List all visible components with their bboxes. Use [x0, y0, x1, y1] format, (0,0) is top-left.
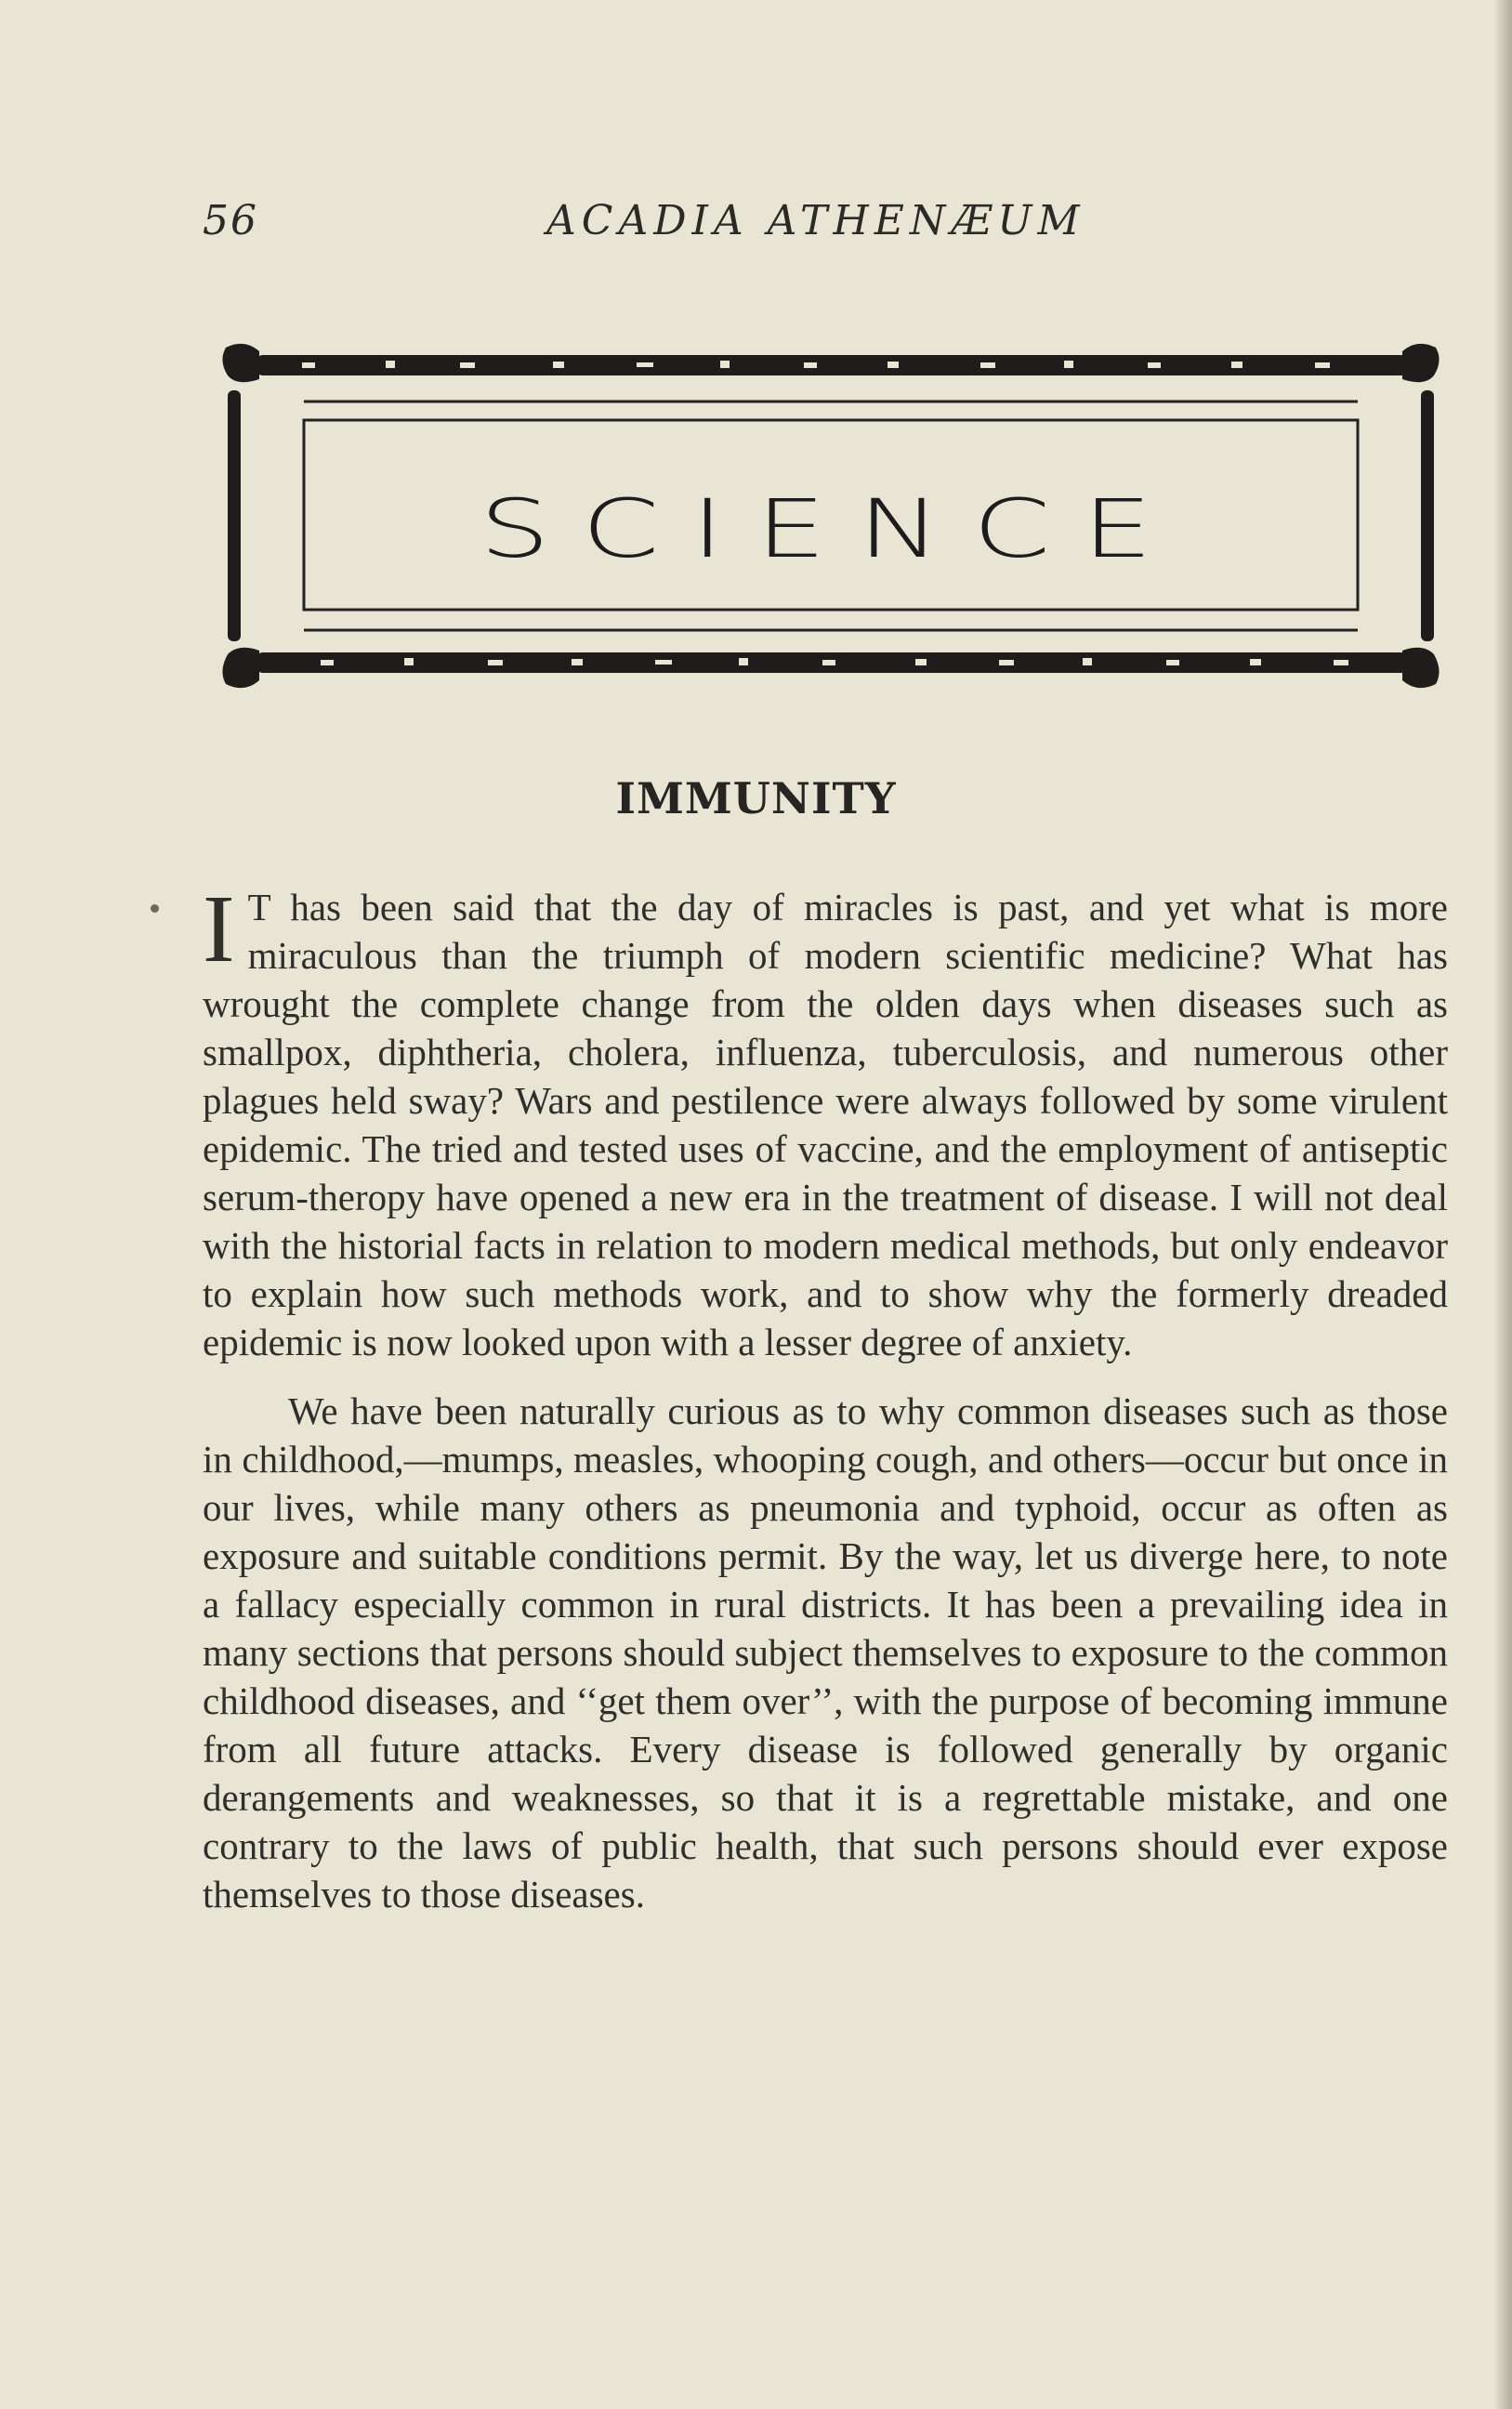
corner-bottom-right	[1402, 648, 1440, 688]
journal-title: ACADIA ATHENÆUM	[546, 197, 1085, 244]
page-edge-shadow	[1493, 0, 1512, 2409]
article-title: IMMUNITY	[615, 773, 897, 823]
section-heading: SCIENCE	[479, 482, 1185, 576]
margin-dot	[151, 904, 159, 913]
section-banner	[218, 335, 1443, 697]
corner-top-right	[1402, 344, 1440, 382]
drop-cap: I	[203, 875, 235, 982]
corner-bottom-left	[222, 648, 259, 688]
paragraph-1	[203, 875, 1448, 1366]
right-side-chain	[1421, 390, 1434, 641]
paragraph-1-text: T has been said that the day of miracles is past, and yet what is more miraculous than the triumph of modern scientific medicine? What has wrought the complete change from the olden days when diseases such as smallpox, diphtheria, cholera, influenza, tuberculosis, and numerous other plagues held sway? Wars and pestilence were always followed by some virulent epidemic. The tried and tested uses of vaccine, and the employment of antiseptic serum-theropy have opened a new era in the treatment of disease. I will not deal with the historial facts in relation to modern medical methods, but only endeavor to explain how such methods work, and to show why the formerly dreaded epidemic is now looked upon with a lesser degree of anxiety.	[203, 886, 1448, 1363]
paragraph-2: We have been naturally curious as to why common diseases such as those in childhood,—mumps, measles, whooping cough, and others—occur but once in our lives, while many others as pneumonia and typhoid, occur as often as exposure and suitable conditions permit. By the way, let us diverge here, to note a fallacy especially common in rural districts. It has been a prevailing idea in many sections that persons should subject themselves to exposure to the common childhood diseases, and ‘‘get them over’’, with the purpose of becoming immune from all future attacks. Every disease is followed generally by organic derangements and weaknesses, so that it is a regrettable mistake, and one contrary to the laws of public health, that such persons should ever expose themselves to those diseases.	[203, 1389, 1448, 1915]
corner-top-left	[222, 344, 259, 382]
running-head	[203, 197, 1448, 253]
article-body	[203, 875, 1448, 1939]
left-side-chain	[228, 390, 241, 641]
page-number: 56	[203, 197, 258, 244]
